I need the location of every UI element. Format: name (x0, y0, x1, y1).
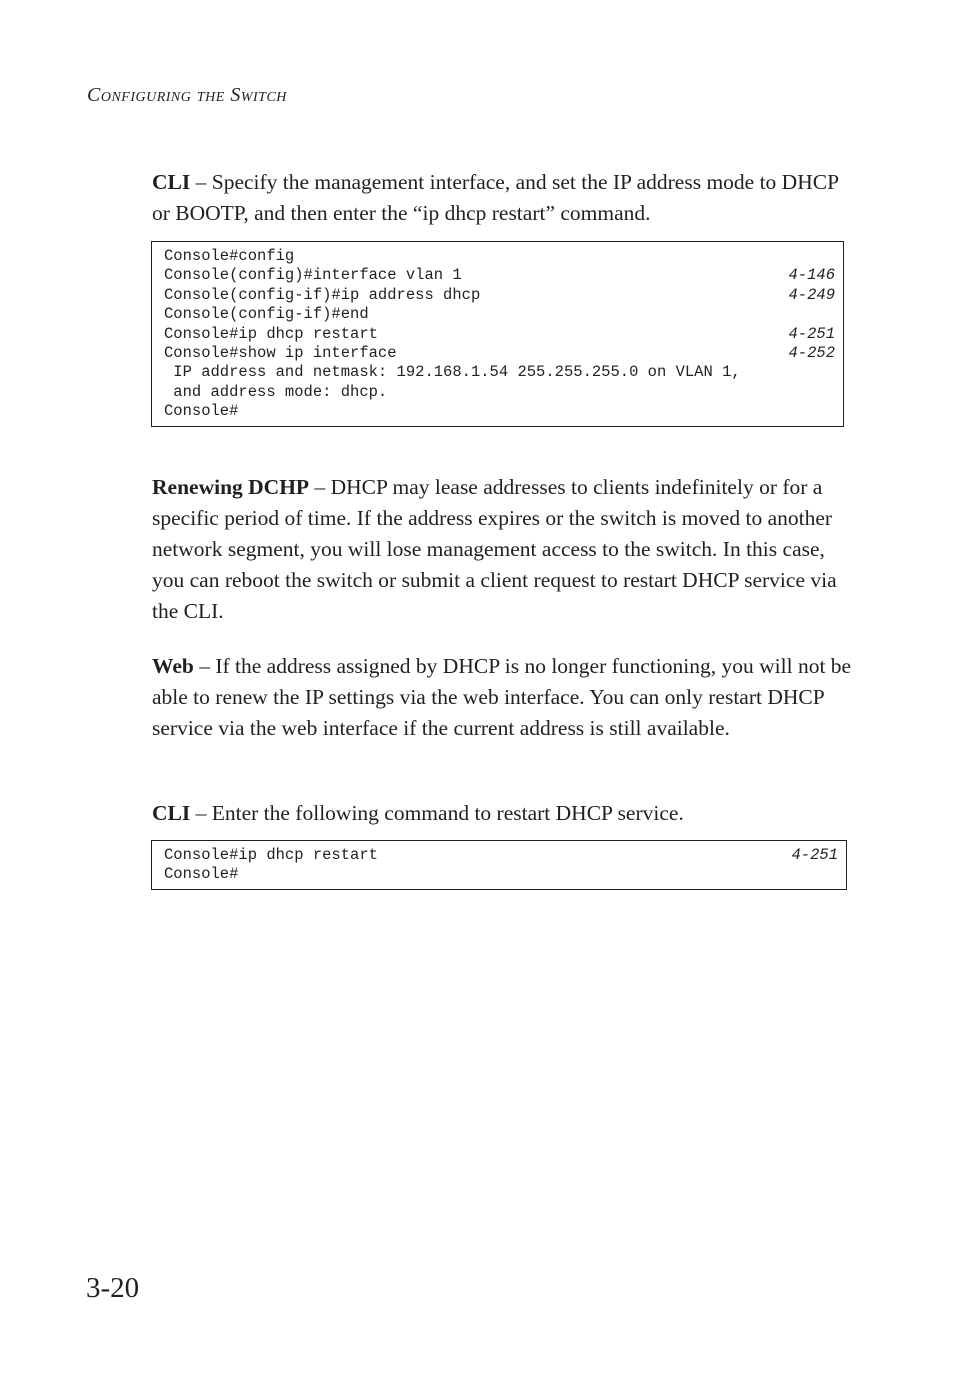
code-block-1 (151, 241, 844, 427)
code-command: and address mode: dhcp. (164, 382, 388, 401)
web-paragraph (152, 651, 852, 744)
code-line (164, 305, 835, 324)
code-line (164, 286, 835, 305)
code-command: Console(config)#interface vlan 1 (164, 266, 462, 285)
renewing-dhcp-paragraph (152, 472, 852, 627)
code-command: Console#ip dhcp restart (164, 846, 378, 864)
code-line (164, 266, 835, 285)
code-command: Console(config-if)#end (164, 305, 369, 324)
page-number: 3-20 (86, 1272, 140, 1304)
cli-restart-text: – Enter the following command to restart DHCP service. (190, 801, 684, 825)
renewing-lead: Renewing DCHP (152, 475, 310, 499)
code-line (164, 402, 835, 421)
code-line (164, 846, 838, 865)
code-reference: 4-146 (788, 266, 835, 285)
code-reference: 4-252 (788, 343, 835, 362)
cli-intro-text: – Specify the management interface, and set the IP address mode to DHCP or BOOTP, and then enter the “ip dhcp restart” command. (152, 170, 839, 225)
renewing-text: – DHCP may lease addresses to clients indefinitely or for a specific period of time. If the address expires or the switch is moved to another network segment, you will lose management access to the switch. In this case, you can reboot the switch or submit a client request to restart DHCP service via the CLI. (152, 475, 837, 623)
code-reference: 4-251 (788, 324, 835, 343)
web-lead: Web (152, 654, 194, 678)
code-line (164, 865, 838, 884)
cli-restart-lead: CLI (152, 801, 191, 825)
code-command: Console(config-if)#ip address dhcp (164, 285, 481, 304)
running-header: Configuring the Switch (87, 84, 287, 106)
cli-lead: CLI (152, 170, 191, 194)
code-command: IP address and netmask: 192.168.1.54 255.255.255.0 on VLAN 1, (164, 363, 741, 382)
code-reference: 4-249 (788, 285, 835, 304)
code-command: Console# (164, 865, 239, 884)
code-command: Console#config (164, 247, 295, 265)
code-command: Console#show ip interface (164, 343, 397, 362)
code-line (164, 383, 835, 402)
cli-intro-paragraph (152, 167, 852, 229)
code-command: Console#ip dhcp restart (164, 324, 378, 343)
code-reference: 4-251 (791, 846, 838, 864)
code-command: Console# (164, 402, 239, 421)
code-line (164, 344, 835, 363)
cli-restart-paragraph (152, 798, 852, 829)
code-line (164, 247, 835, 266)
code-line (164, 325, 835, 344)
code-block-2 (151, 840, 847, 890)
code-line (164, 363, 835, 382)
web-text: – If the address assigned by DHCP is no longer functioning, you will not be able to renew the IP settings via the web interface. You can only restart DHCP service via the web interface if the current address is still available. (152, 654, 852, 740)
